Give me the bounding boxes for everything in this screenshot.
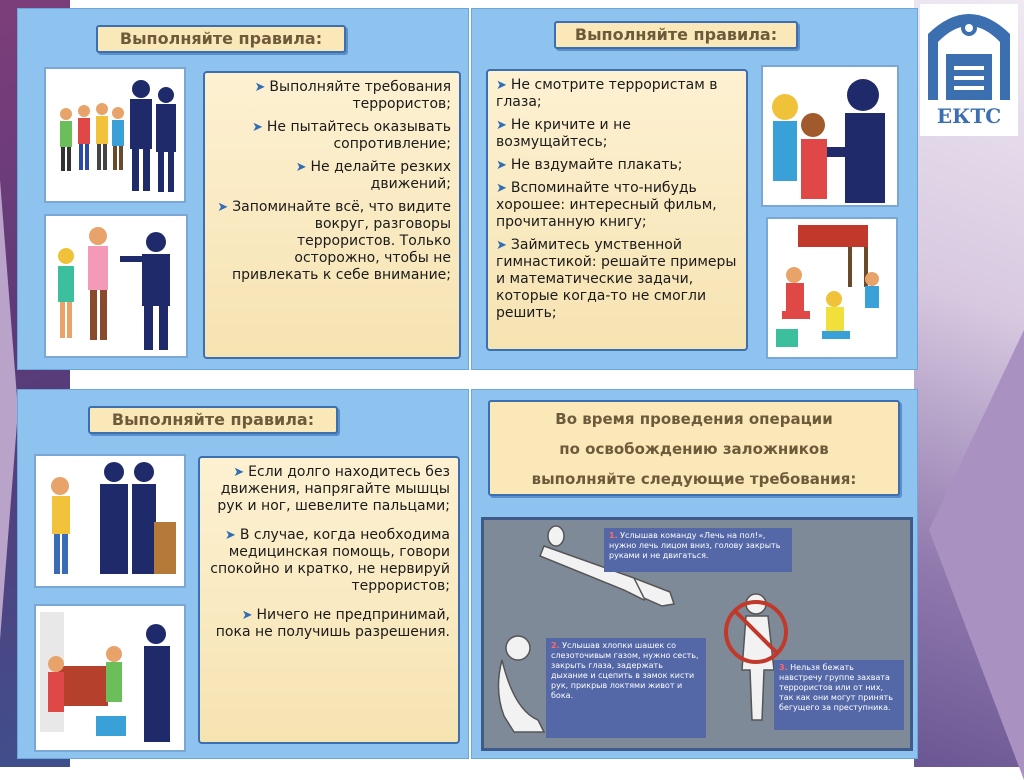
- rule-item: ➤ Не кричите и не возмущайтесь;: [496, 117, 631, 150]
- background-left-triangle: [0, 180, 18, 640]
- panel-1-banner: Выполняйте правила:: [96, 25, 346, 53]
- panel-3-banner: Выполняйте правила:: [88, 406, 338, 434]
- operation-note-2: 2. Услышав хлопки шашек со слезоточивым газом, нужно сесть, закрыть глаза, задержать дыхание и сцепить в замок кисти рук, прикрыв локтями живот и бока.: [546, 638, 706, 738]
- illustration-children-sitting: [766, 217, 898, 359]
- chevron-right-icon: ➤: [496, 158, 507, 173]
- panel-3-rules-box: [198, 456, 460, 744]
- illustration-children-masked-terrorist: [761, 65, 899, 207]
- chevron-right-icon: ➤: [224, 528, 236, 543]
- ekts-logo: [920, 4, 1018, 136]
- banner-line: Во время проведения операции: [555, 410, 833, 428]
- chevron-right-icon: ➤: [241, 608, 253, 623]
- rule-item: ➤ Если долго находитесь без движения, напрягайте мышцы рук и ног, шевелите пальцами;: [217, 464, 450, 514]
- panel-2-banner: Выполняйте правила:: [554, 21, 798, 49]
- rule-item: ➤ Займитесь умственной гимнастикой: решайте примеры и математические задачи, которые когда-то не смогли решить;: [496, 237, 737, 321]
- illustration-hostages-room: [34, 604, 186, 752]
- rule-item: ➤ Не делайте резких движений;: [295, 159, 451, 192]
- rule-item: ➤ Не пытайтесь оказывать сопротивление;: [251, 119, 451, 152]
- banner-line: по освобождению заложников: [559, 440, 829, 458]
- chevron-right-icon: ➤: [496, 238, 507, 253]
- illustration-boy-terrorists: [34, 454, 186, 588]
- chevron-right-icon: ➤: [254, 80, 266, 95]
- rule-item: ➤ Вспоминайте что-нибудь хорошее: интересный фильм, прочитанную книгу;: [496, 180, 717, 230]
- building-emblem-icon: [920, 4, 1018, 104]
- rules-panel-4: [471, 389, 918, 759]
- chevron-right-icon: ➤: [496, 118, 507, 133]
- rule-item: ➤ Ничего не предпринимай, пока не получишь разрешения.: [215, 607, 450, 640]
- operation-note-3: 3. Нельзя бежать навстречу группе захвата террористов или от них, так как они могут принять бегущего за преступника.: [774, 660, 904, 730]
- rules-panel-3: [17, 389, 469, 759]
- chevron-right-icon: ➤: [496, 78, 507, 93]
- chevron-right-icon: ➤: [217, 200, 229, 215]
- chevron-right-icon: ➤: [251, 120, 263, 135]
- illustration-children-terrorists: [44, 67, 186, 203]
- rule-item: ➤ Не вздумайте плакать;: [496, 157, 683, 173]
- panel-1-rules-box: [203, 71, 461, 359]
- rule-item: ➤ Не смотрите террористам в глаза;: [496, 77, 718, 110]
- operation-note-1: 1. Услышав команду «Лечь на пол!», нужно лечь лицом вниз, голову закрыть руками и не двигаться.: [604, 528, 792, 572]
- panel-2-rules-box: [486, 69, 748, 351]
- banner-line: выполняйте следующие требования:: [531, 470, 857, 488]
- chevron-right-icon: ➤: [295, 160, 307, 175]
- panel-4-banner: [488, 400, 900, 496]
- rules-panel-1: [17, 8, 469, 370]
- illustration-children-gunman: [44, 214, 188, 358]
- rules-panel-2: [471, 8, 918, 370]
- background-right-triangle: [929, 330, 1024, 780]
- hostage-operation-instructions: [481, 517, 913, 751]
- rule-item: ➤ В случае, когда необходима медицинская помощь, говори спокойно и кратко, не нервируй террористов;: [210, 527, 450, 594]
- rule-item: ➤ Запоминайте всё, что видите вокруг, разговоры террористов. Только осторожно, чтобы не привлекать к себе внимание;: [217, 199, 451, 283]
- chevron-right-icon: ➤: [233, 465, 245, 480]
- logo-text: ЕКТС: [936, 104, 1002, 128]
- chevron-right-icon: ➤: [496, 181, 507, 196]
- rule-item: ➤ Выполняйте требования террористов;: [254, 79, 451, 112]
